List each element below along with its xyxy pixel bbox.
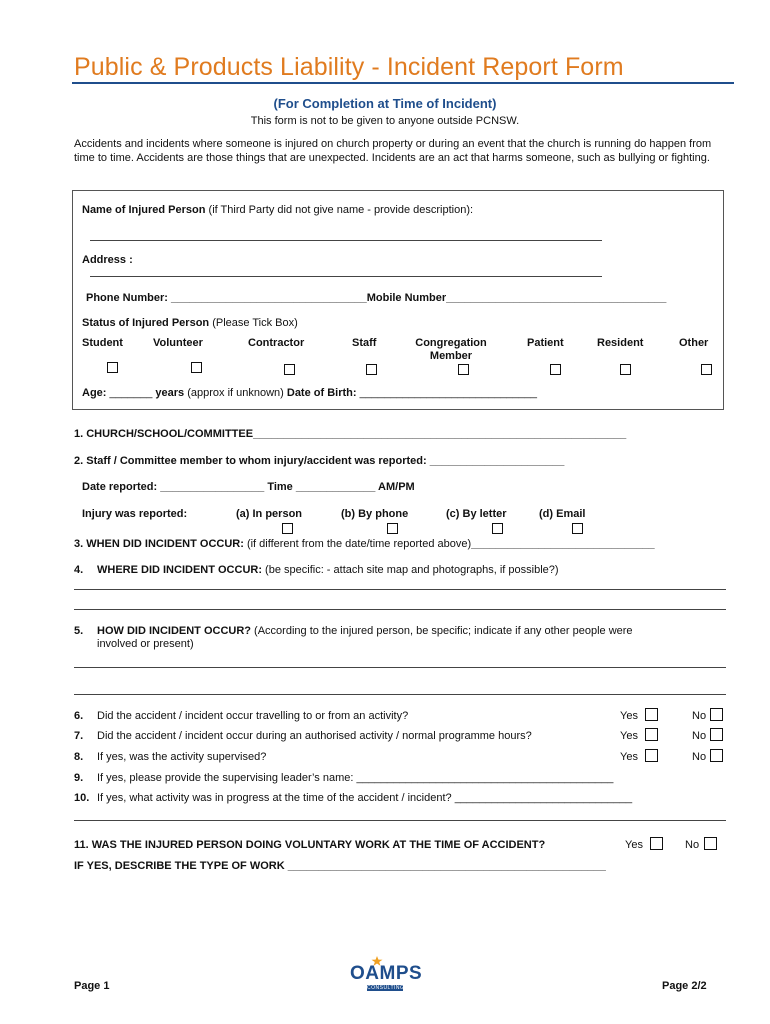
status-checkbox-other[interactable]: [701, 364, 712, 375]
time-field[interactable]: _____________: [295, 481, 379, 493]
status-checkbox-patient[interactable]: [550, 364, 561, 375]
q4-label: WHERE DID INCIDENT OCCUR:: [97, 564, 262, 576]
method-label-by-phone: (b) By phone: [341, 508, 409, 520]
status-label: Status of Injured Person: [82, 317, 210, 329]
q2-label: 2. Staff / Committee member to whom injury/accident was reported:: [74, 455, 430, 467]
status-label-volunteer: Volunteer: [153, 337, 203, 349]
q3-field[interactable]: ______________________________: [471, 538, 655, 550]
q11-voluntary-label: 11. WAS THE INJURED PERSON DOING VOLUNTARY WORK AT THE TIME OF ACCIDENT?: [74, 839, 546, 851]
q9-field[interactable]: __________________________________________: [356, 772, 614, 784]
status-checkbox-contractor[interactable]: [284, 364, 295, 375]
q9-supervisor: [97, 772, 613, 784]
method-checkbox-in-person[interactable]: [282, 523, 293, 534]
q4-field-line-2[interactable]: [74, 609, 726, 610]
q5-label: HOW DID INCIDENT OCCUR?: [97, 625, 251, 637]
phone-label: Phone Number:: [86, 292, 171, 304]
q6-text: Did the accident / incident occur travelling to or from an activity?: [97, 710, 409, 722]
name-prompt: [82, 204, 473, 216]
q10-field-line[interactable]: [74, 820, 726, 821]
method-checkbox-email[interactable]: [572, 523, 583, 534]
time-label: Time: [267, 481, 296, 493]
mobile-field[interactable]: ____________________________________: [446, 292, 667, 304]
q8-no-checkbox[interactable]: [710, 749, 723, 762]
q3-when: [74, 538, 655, 550]
q8-yes-label: Yes: [620, 751, 638, 763]
q10-number: 10.: [74, 792, 90, 804]
age-row: [82, 387, 537, 399]
page-title: Public & Products Liability - Incident Report Form: [74, 53, 624, 81]
q5-field-line-1[interactable]: [74, 667, 726, 668]
status-label-other: Other: [679, 337, 709, 349]
logo-subtitle: CONSULTING: [367, 985, 405, 991]
q7-number: 7.: [74, 730, 84, 742]
q5-number: 5.: [74, 625, 84, 637]
q11-describe: [74, 860, 606, 872]
q11-describe-field[interactable]: ____________________________________________________: [287, 860, 606, 872]
mobile-label: Mobile Number: [366, 292, 447, 304]
q1-field[interactable]: _____________________________________________________________: [253, 428, 627, 440]
q11-yes-checkbox[interactable]: [650, 837, 663, 850]
status-prompt: [82, 317, 298, 329]
phone-row: [86, 292, 666, 304]
q4-where: [97, 564, 559, 576]
status-checkbox-resident[interactable]: [620, 364, 631, 375]
ampm-label: AM/PM: [378, 481, 415, 493]
dob-field[interactable]: _____________________________: [359, 387, 538, 399]
q3-label: 3. WHEN DID INCIDENT OCCUR:: [74, 538, 244, 550]
q9-number: 9.: [74, 772, 84, 784]
age-field[interactable]: _______: [109, 387, 156, 399]
q6-number: 6.: [74, 710, 84, 722]
status-label-student: Student: [82, 337, 123, 349]
q5-how: [97, 625, 633, 637]
q8-text: If yes, was the activity supervised?: [97, 751, 267, 763]
status-label-contractor: Contractor: [248, 337, 305, 349]
q6-yes-checkbox[interactable]: [645, 708, 658, 721]
confidential-note: This form is not to be given to anyone outside PCNSW.: [250, 115, 520, 127]
oamps-logo: [347, 956, 423, 994]
status-label-staff: Staff: [352, 337, 377, 349]
q7-yes-label: Yes: [620, 730, 638, 742]
page-number-right: Page 2/2: [662, 980, 707, 992]
address-label: Address :: [82, 254, 133, 266]
age-label: Age:: [82, 387, 110, 399]
status-label-resident: Resident: [597, 337, 644, 349]
phone-field[interactable]: ________________________________: [170, 292, 367, 304]
q11-yes-label: Yes: [625, 839, 643, 851]
q6-yes-label: Yes: [620, 710, 638, 722]
q2-reported-to: [74, 455, 564, 467]
status-label-patient: Patient: [527, 337, 564, 349]
q1-church: [74, 428, 626, 440]
q4-field-line-1[interactable]: [74, 589, 726, 590]
q9-text: If yes, please provide the supervising leader’s name:: [97, 772, 354, 784]
name-label: Name of Injured Person: [82, 204, 206, 216]
injury-reported-label: Injury was reported:: [82, 508, 188, 520]
q6-no-checkbox[interactable]: [710, 708, 723, 721]
q10-field[interactable]: _____________________________: [454, 792, 633, 804]
q1-label: 1. CHURCH/SCHOOL/COMMITTEE: [74, 428, 254, 440]
q10-activity: [97, 792, 632, 804]
status-label-congregation-member: Congregation Member: [415, 337, 487, 362]
q3-hint: (if different from the date/time reported above): [243, 538, 472, 550]
q2-field[interactable]: ______________________: [429, 455, 565, 467]
q7-no-checkbox[interactable]: [710, 728, 723, 741]
q5-hint: (According to the injured person, be specific; indicate if any other people were: [251, 625, 633, 637]
method-label-email: (d) Email: [539, 508, 586, 520]
q7-yes-checkbox[interactable]: [645, 728, 658, 741]
q7-no-label: No: [692, 730, 707, 742]
subtitle: (For Completion at Time of Incident): [273, 96, 497, 111]
status-checkbox-student[interactable]: [107, 362, 118, 373]
date-reported-label: Date reported:: [82, 481, 161, 493]
years-label: years: [155, 387, 185, 399]
q5-field-line-2[interactable]: [74, 694, 726, 695]
address-field-line[interactable]: [90, 276, 602, 277]
status-hint: (Please Tick Box): [209, 317, 298, 329]
name-hint: (if Third Party did not give name - provide description):: [205, 204, 474, 216]
q11-describe-label: IF YES, DESCRIBE THE TYPE OF WORK: [74, 860, 288, 872]
method-checkbox-by-letter[interactable]: [492, 523, 503, 534]
q10-text: If yes, what activity was in progress at the time of the accident / incident?: [97, 792, 452, 804]
q8-no-label: No: [692, 751, 707, 763]
page-number-left: Page 1: [74, 980, 110, 992]
method-label-by-letter: (c) By letter: [446, 508, 507, 520]
q8-number: 8.: [74, 751, 84, 763]
q6-no-label: No: [692, 710, 707, 722]
q11-no-checkbox[interactable]: [704, 837, 717, 850]
logo-wordmark: OAMPS: [350, 963, 423, 984]
q7-text: Did the accident / incident occur during an authorised activity / normal programme hours?: [97, 730, 532, 742]
q4-hint: (be specific: - attach site map and photographs, if possible?): [262, 564, 559, 576]
q8-yes-checkbox[interactable]: [645, 749, 658, 762]
q5-hint-continued: involved or present): [97, 638, 194, 650]
status-checkbox-congregation-member[interactable]: [458, 364, 469, 375]
name-field-line[interactable]: [90, 240, 602, 241]
status-checkbox-volunteer[interactable]: [191, 362, 202, 373]
date-time-row: [82, 481, 415, 493]
status-checkbox-staff[interactable]: [366, 364, 377, 375]
method-label-in-person: (a) In person: [236, 508, 303, 520]
years-hint: (approx if unknown): [184, 387, 287, 399]
intro-paragraph: Accidents and incidents where someone is injured on church property or during an event that the church is running do happen from time to time. Accidents are those things that are unexpected. Incidents are an act that harms someone, such as bullying or fighting.: [74, 138, 712, 164]
q4-number: 4.: [74, 564, 84, 576]
method-checkbox-by-phone[interactable]: [387, 523, 398, 534]
title-divider: [72, 82, 734, 84]
q11-no-label: No: [685, 839, 700, 851]
date-reported-field[interactable]: _________________: [160, 481, 268, 493]
dob-label: Date of Birth:: [286, 387, 360, 399]
